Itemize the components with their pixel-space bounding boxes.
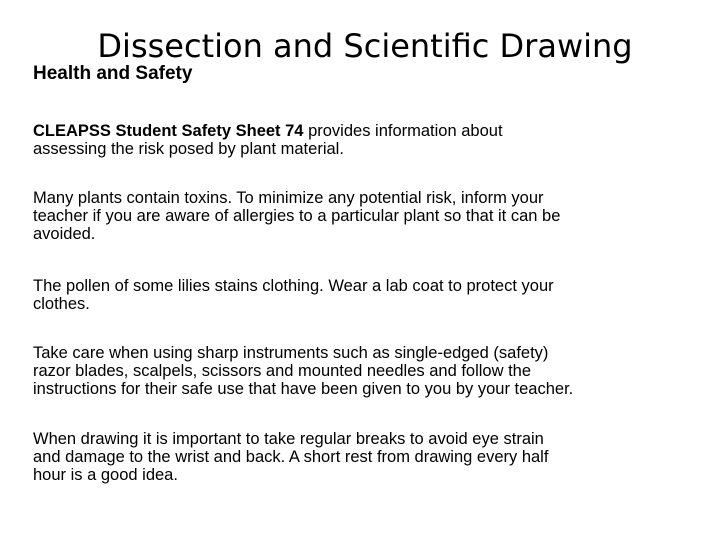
paragraph-pollen: The pollen of some lilies stains clothing. Wear a lab coat to protect your clothes. [33, 277, 554, 313]
paragraph-toxins: Many plants contain toxins. To minimize any potential risk, inform your teacher if you are aware of allergies to a particular plant so that it can be avoided. [33, 189, 561, 243]
paragraph-drawing-breaks: When drawing it is important to take regular breaks to avoid eye strain and damage to the wrist and back. A short rest from drawing every half hour is a good idea. [33, 430, 549, 484]
paragraph-text: provides information about assessing the risk posed by plant material. [33, 122, 503, 158]
paragraph-sharp-instruments: Take care when using sharp instruments such as single-edged (safety) razor blades, scalpels, scissors and mounted needles and follow the instructions for their safe use that have been given to you by your teacher. [33, 344, 574, 398]
slide-subtitle: Health and Safety [33, 63, 193, 84]
paragraph-cleapss [33, 122, 703, 158]
slide-title: Dissection and Scientific Drawing [97, 27, 633, 65]
cleapss-reference: CLEAPSS Student Safety Sheet 74 [33, 122, 304, 140]
